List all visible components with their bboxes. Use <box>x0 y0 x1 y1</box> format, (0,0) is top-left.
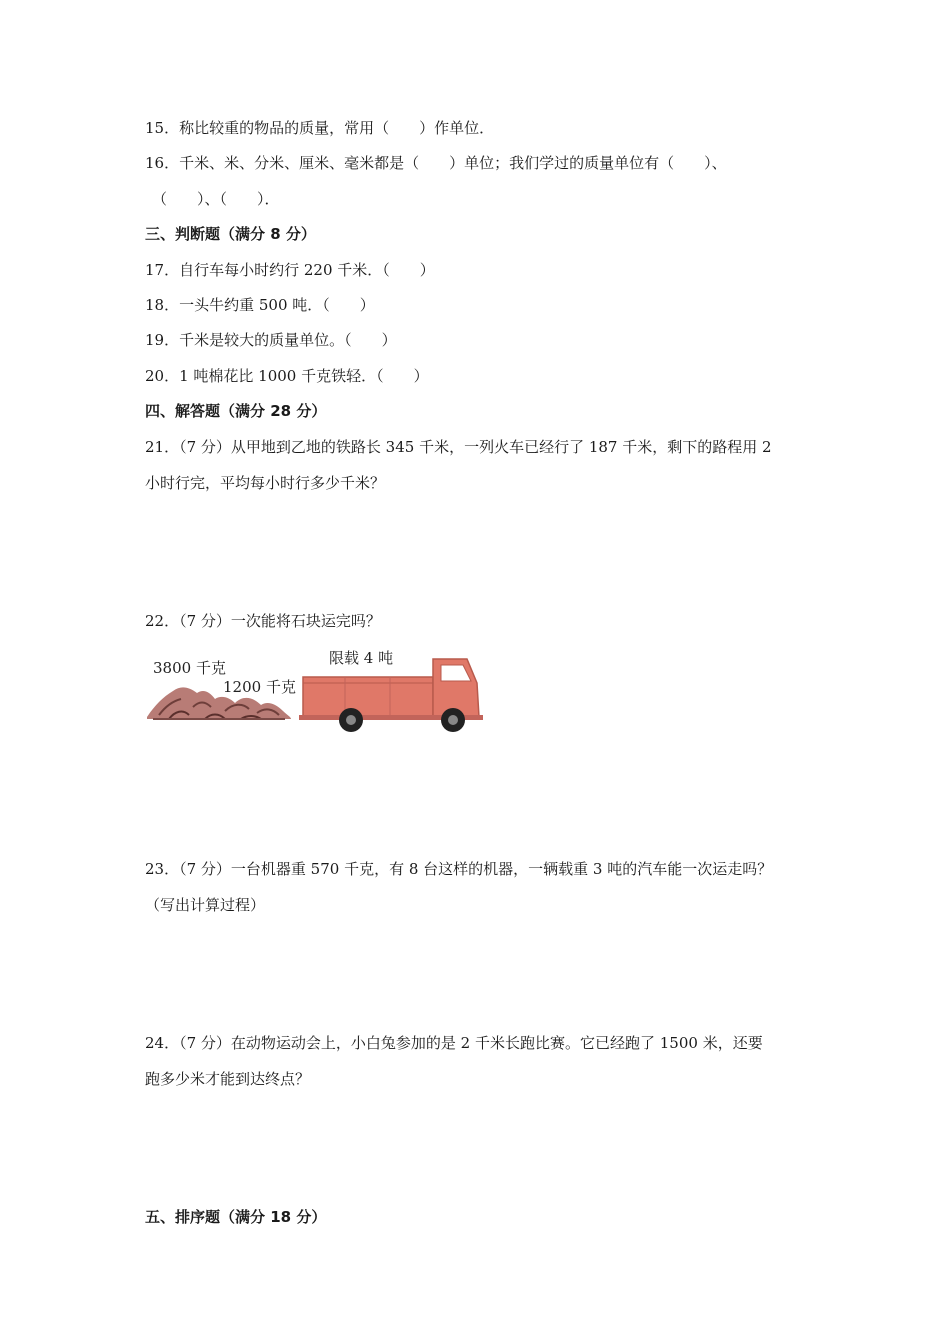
rock-1-weight-label: 3800 千克 <box>153 659 226 677</box>
rocks-and-truck-figure <box>145 645 485 735</box>
question-18: 18．一头牛约重 500 吨．（ ） <box>145 296 375 314</box>
question-15: 15．称比较重的物品的质量，常用（ ）作单位． <box>145 119 495 137</box>
question-16-line1: 16．千米、米、分米、厘米、毫米都是（ ）单位；我们学过的质量单位有（ ）、 <box>145 154 727 172</box>
question-23-line2: （写出计算过程） <box>145 896 266 914</box>
question-20: 20．1 吨棉花比 1000 千克铁轻．（ ） <box>145 367 429 385</box>
question-21-line2: 小时行完，平均每小时行多少千米？ <box>145 474 386 492</box>
question-23-line1: 23．（7 分）一台机器重 570 千克，有 8 台这样的机器，一辆载重 3 吨的汽车能一次运走吗？ <box>145 860 773 878</box>
question-24-line1: 24．（7 分）在动物运动会上，小白兔参加的是 2 千米长跑比赛。它已经跑了 1500 米，还要 <box>145 1034 763 1052</box>
section-4-heading: 四、解答题（满分 28 分） <box>145 402 327 420</box>
question-19: 19．千米是较大的质量单位。（ ） <box>145 331 397 349</box>
question-16-line2: （ ）、（ ）． <box>152 190 280 208</box>
question-24-line2: 跑多少米才能到达终点？ <box>145 1070 311 1088</box>
question-22: 22．（7 分）一次能将石块运完吗？ <box>145 612 381 630</box>
section-5-heading: 五、排序题（满分 18 分） <box>145 1208 327 1226</box>
rock-2-weight-label: 1200 千克 <box>223 678 296 696</box>
truck-load-limit-label: 限载 4 吨 <box>329 649 394 667</box>
question-21-line1: 21．（7 分）从甲地到乙地的铁路长 345 千米，一列火车已经行了 187 千米，剩下的路程用 2 <box>145 438 772 456</box>
truck-icon <box>299 659 483 732</box>
section-3-heading: 三、判断题（满分 8 分） <box>145 225 316 243</box>
question-17: 17．自行车每小时约行 220 千米．（ ） <box>145 261 435 279</box>
